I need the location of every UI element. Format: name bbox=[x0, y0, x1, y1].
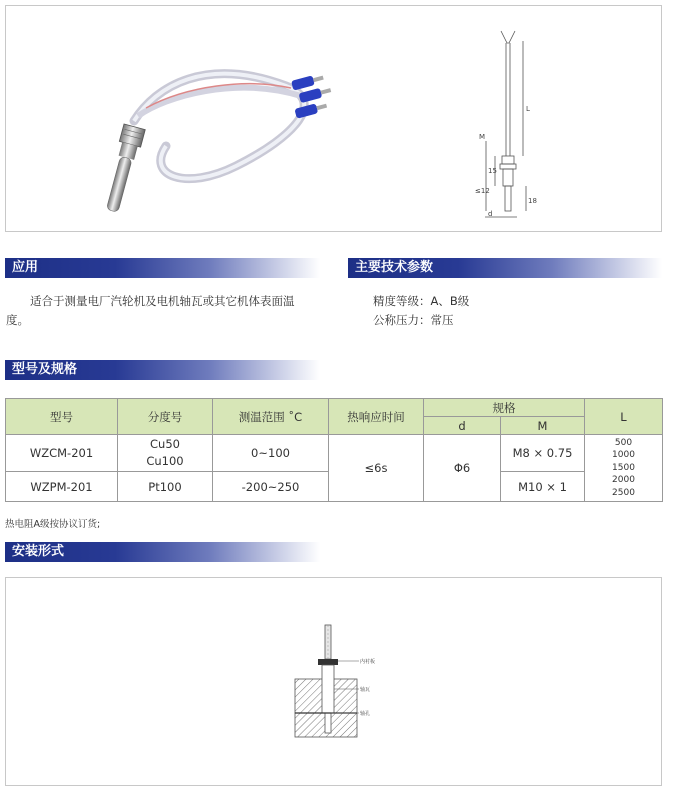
section-bar-params: 主要技术参数 bbox=[348, 258, 662, 278]
cell-d: Φ6 bbox=[424, 435, 501, 502]
cell-l bbox=[585, 435, 663, 502]
cell-m: M10 × 1 bbox=[501, 472, 585, 502]
cell-graduation bbox=[118, 435, 213, 472]
dim-label-12: ≤12 bbox=[475, 187, 490, 195]
dim-label-l: L bbox=[526, 105, 530, 113]
dim-label-18: 18 bbox=[528, 197, 537, 205]
application-text-line2: 度。 bbox=[6, 313, 29, 327]
section-bar-specs: 型号及规格 bbox=[5, 360, 320, 380]
l-value: 2500 bbox=[612, 487, 635, 498]
cell-graduation: Pt100 bbox=[118, 472, 213, 502]
cell-range: 0~100 bbox=[213, 435, 329, 472]
l-value: 2000 bbox=[612, 475, 635, 486]
application-text-line1: 适合于测量电厂汽轮机及电机轴瓦或其它机体表面温 bbox=[30, 294, 295, 308]
label-bore: 轴孔 bbox=[360, 711, 371, 717]
section-bar-application: 应用 bbox=[5, 258, 320, 278]
order-note: 热电阻A级按协议订货; bbox=[5, 519, 101, 530]
header-l: L bbox=[585, 399, 663, 435]
cell-m: M8 × 0.75 bbox=[501, 435, 585, 472]
params-line1: 精度等级：A、B级 bbox=[373, 294, 470, 308]
header-graduation: 分度号 bbox=[118, 399, 213, 435]
spec-table bbox=[5, 398, 663, 502]
cell-response: ≤6s bbox=[329, 435, 424, 502]
label-liner: 内衬板 bbox=[360, 659, 376, 665]
product-image-panel bbox=[5, 5, 662, 232]
cell-model: WZPM-201 bbox=[6, 472, 118, 502]
section-bar-install: 安装形式 bbox=[5, 542, 320, 562]
cell-graduation-2: Cu100 bbox=[146, 454, 184, 468]
header-d: d bbox=[424, 417, 501, 435]
l-value: 500 bbox=[614, 437, 633, 448]
dim-label-d: d bbox=[488, 210, 493, 218]
header-model: 型号 bbox=[6, 399, 118, 435]
dimension-drawing bbox=[471, 21, 551, 221]
header-spec: 规格 bbox=[424, 399, 585, 417]
dim-label-m: M bbox=[479, 133, 486, 141]
table-row bbox=[6, 435, 663, 472]
cell-graduation-1: Cu50 bbox=[150, 437, 180, 451]
header-range: 测温范围 ˚C bbox=[213, 399, 329, 435]
sensor-photo bbox=[86, 16, 346, 216]
header-m: M bbox=[501, 417, 585, 435]
cell-model: WZCM-201 bbox=[6, 435, 118, 472]
install-diagram-panel bbox=[5, 577, 662, 786]
l-value: 1500 bbox=[612, 462, 635, 473]
dim-label-15: 15 bbox=[488, 167, 497, 175]
l-value: 1000 bbox=[612, 450, 635, 461]
header-response: 热响应时间 bbox=[329, 399, 424, 435]
params-line2: 公称压力：常压 bbox=[373, 313, 454, 327]
install-drawing bbox=[291, 623, 411, 753]
label-bearing: 轴瓦 bbox=[360, 687, 371, 693]
cell-range: -200~250 bbox=[213, 472, 329, 502]
